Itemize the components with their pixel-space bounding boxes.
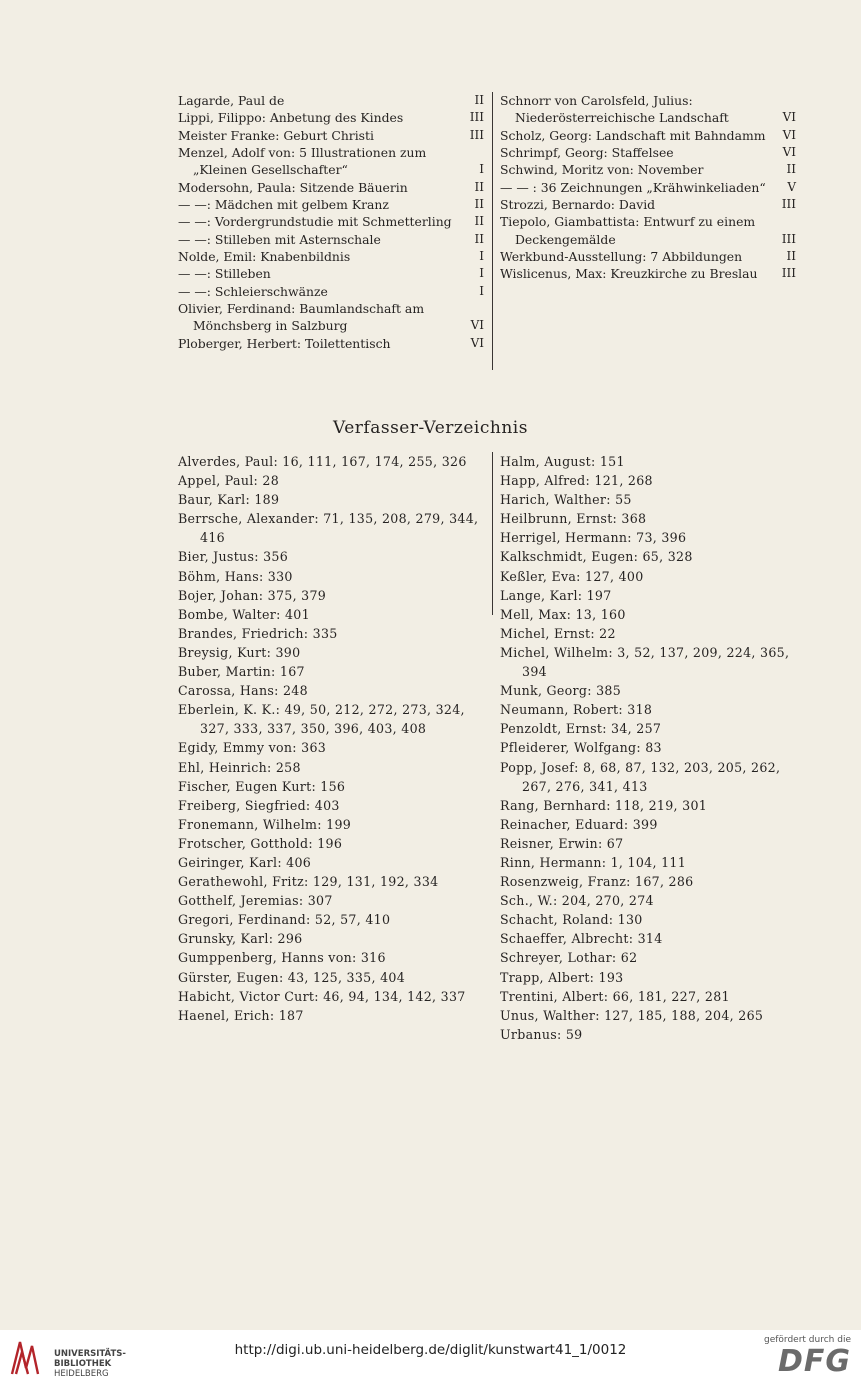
artwork-entry-volume: II [474, 93, 484, 107]
author-entry [500, 624, 798, 643]
author-entry-text: Gotthelf, Jeremias: 307 [178, 893, 333, 909]
page-url-link[interactable]: http://digi.ub.uni-heidelberg.de/diglit/kunstwart41_1/0012 [234, 1342, 627, 1358]
artwork-entry-title: — —: Mädchen mit gelbem Kranz [178, 197, 389, 213]
author-entry-text: Rinn, Hermann: 1, 104, 111 [500, 854, 687, 870]
artwork-entry [178, 231, 486, 248]
author-entry [500, 528, 798, 547]
author-entry-text: Neumann, Robert: 318 [500, 702, 653, 718]
funded-by-text: gefördert durch die [764, 1335, 851, 1345]
author-entry [500, 929, 798, 948]
author-entry [178, 929, 486, 948]
author-entry-text: Schaeffer, Albrecht: 314 [500, 931, 663, 947]
artwork-index-right-column [500, 92, 798, 283]
author-entry [500, 738, 798, 757]
author-entry-text: Munk, Georg: 385 [500, 683, 622, 699]
artwork-entry-volume: VI [782, 110, 796, 125]
author-entry-text: Gerathewohl, Fritz: 129, 131, 192, 334 [178, 874, 439, 890]
artwork-index-left-column [178, 92, 486, 352]
author-entry-text: Halm, August: 151 [500, 454, 625, 469]
artwork-entry-volume: III [781, 266, 796, 281]
column-divider-top [492, 92, 493, 370]
author-entry [500, 567, 798, 586]
author-entry [178, 948, 486, 967]
author-entry [178, 872, 486, 891]
artwork-entry-title: Lippi, Filippo: Anbetung des Kindes [178, 110, 404, 126]
author-entry [500, 586, 798, 605]
authors-index-left-column [178, 452, 486, 1025]
author-entry-text: Heilbrunn, Ernst: 368 [500, 511, 647, 527]
artwork-entry [500, 248, 798, 265]
artwork-entry-volume: VI [782, 127, 796, 142]
author-entry [178, 834, 486, 853]
artwork-entry-volume: II [474, 179, 484, 194]
author-entry-text: Trentini, Albert: 66, 181, 227, 281 [500, 988, 730, 1004]
artwork-entry-title: Nolde, Emil: Knabenbildnis [178, 249, 351, 265]
author-entry-text: Bier, Justus: 356 [178, 549, 289, 565]
author-entry [500, 834, 798, 853]
author-entry-text: Freiberg, Siegfried: 403 [178, 797, 340, 813]
author-entry [178, 567, 486, 586]
column-divider-bottom [492, 452, 493, 615]
artwork-entry-title: Werkbund-Ausstellung: 7 Abbildungen [500, 249, 743, 265]
author-entry-text: Michel, Wilhelm: 3, 52, 137, 209, 224, 365, 394 [500, 644, 790, 680]
artwork-entry [500, 144, 798, 161]
author-entry-text: Bojer, Johan: 375, 379 [178, 587, 327, 603]
author-entry-text: Bombe, Walter: 401 [178, 606, 310, 622]
author-entry-text: Michel, Ernst: 22 [500, 625, 616, 641]
artwork-entry-title: — —: Schleierschwänze [178, 283, 328, 299]
artwork-entry [500, 161, 798, 178]
author-entry-text: Böhm, Hans: 330 [178, 568, 293, 584]
author-entry [178, 758, 486, 777]
author-entry-text: Eberlein, K. K.: 49, 50, 212, 272, 273, 324, 327, 333, 337, 350, 396, 403, 408 [178, 702, 465, 737]
authors-index-heading: Verfasser-Verzeichnis [333, 418, 528, 438]
artwork-entry [178, 109, 486, 126]
author-entry-text: Grunsky, Karl: 296 [178, 931, 303, 947]
author-entry [500, 547, 798, 566]
dfg-funding-logo[interactable] [755, 1335, 851, 1387]
artwork-entry [178, 92, 486, 109]
author-entry [178, 796, 486, 815]
author-entry [500, 872, 798, 891]
artwork-entry [178, 144, 486, 179]
author-entry-text: Geiringer, Karl: 406 [178, 854, 312, 870]
author-entry [178, 700, 486, 738]
author-entry [178, 509, 486, 547]
author-entry-text: Keßler, Eva: 127, 400 [500, 568, 644, 584]
author-entry [500, 452, 798, 471]
author-entry [500, 891, 798, 910]
author-entry [500, 490, 798, 509]
author-entry [178, 681, 486, 700]
author-entry-text: Happ, Alfred: 121, 268 [500, 473, 653, 489]
artwork-entry-title: Menzel, Adolf von: 5 Illustrationen zum „Kleinen Gesellschafter“ [178, 145, 427, 178]
artwork-entry [178, 213, 486, 230]
author-entry [500, 471, 798, 490]
author-entry [178, 777, 486, 796]
author-entry-text: Appel, Paul: 28 [178, 473, 280, 489]
author-entry [178, 605, 486, 624]
author-entry [500, 1006, 798, 1025]
artwork-entry-title: Ploberger, Herbert: Toilettentisch [178, 335, 391, 351]
artwork-entry [500, 196, 798, 213]
author-entry-text: Herrigel, Hermann: 73, 396 [500, 530, 687, 546]
author-entry-text: Gregori, Ferdinand: 52, 57, 410 [178, 912, 391, 928]
artwork-entry-volume: II [474, 231, 484, 246]
artwork-entry [500, 213, 798, 248]
artwork-entry-title: Olivier, Ferdinand: Baumlandschaft am Mönchsberg in Salzburg [178, 301, 425, 334]
author-entry-text: Rosenzweig, Franz: 167, 286 [500, 874, 694, 890]
author-entry [178, 910, 486, 929]
artwork-entry-volume: VI [470, 335, 484, 350]
author-entry-text: Penzoldt, Ernst: 34, 257 [500, 721, 662, 737]
author-entry-text: Reisner, Erwin: 67 [500, 835, 624, 851]
author-entry-text: Fronemann, Wilhelm: 199 [178, 816, 352, 832]
artwork-entry-volume: III [469, 127, 484, 142]
artwork-entry [500, 265, 798, 282]
artwork-entry-volume: I [479, 266, 484, 281]
library-line-2: BIBLIOTHEK [54, 1359, 112, 1369]
artwork-entry-title: — — : 36 Zeichnungen „Krähwinkeliaden“ [500, 179, 766, 195]
author-entry-text: Trapp, Albert: 193 [500, 969, 624, 985]
artwork-entry-title: Schrimpf, Georg: Staffelsee [500, 145, 674, 161]
artwork-entry [178, 127, 486, 144]
artwork-entry-title: Schnorr von Carolsfeld, Julius: Niederösterreichische Landschaft [500, 93, 729, 126]
author-entry-text: Gürster, Eugen: 43, 125, 335, 404 [178, 969, 406, 985]
artwork-entry-volume: I [479, 162, 484, 177]
author-entry [178, 738, 486, 757]
author-entry-text: Carossa, Hans: 248 [178, 683, 308, 699]
author-entry [178, 471, 486, 490]
author-entry [178, 815, 486, 834]
author-entry-text: Harich, Walther: 55 [500, 492, 632, 508]
authors-index-right-column [500, 452, 798, 1044]
artwork-entry-title: Modersohn, Paula: Sitzende Bäuerin [178, 179, 408, 195]
author-entry [178, 853, 486, 872]
author-entry-text: Brandes, Friedrich: 335 [178, 625, 338, 641]
author-entry [178, 891, 486, 910]
artwork-entry-volume: II [474, 197, 484, 212]
artwork-entry-volume: II [474, 214, 484, 229]
author-entry [500, 987, 798, 1006]
artwork-entry [178, 335, 486, 352]
author-entry [500, 853, 798, 872]
author-entry [178, 586, 486, 605]
artwork-entry [500, 179, 798, 196]
author-entry [500, 605, 798, 624]
artwork-entry [178, 300, 486, 335]
author-entry [178, 643, 486, 662]
author-entry-text: Frotscher, Gotthold: 196 [178, 835, 343, 851]
artwork-entry [500, 127, 798, 144]
author-entry-text: Sch., W.: 204, 270, 274 [500, 893, 654, 909]
artwork-entry [500, 92, 798, 127]
artwork-entry-title: Meister Franke: Geburt Christi [178, 127, 374, 143]
artwork-entry [178, 196, 486, 213]
author-entry-text: Schacht, Roland: 130 [500, 912, 643, 928]
artwork-entry-volume: II [786, 249, 796, 264]
author-entry-text: Alverdes, Paul: 16, 111, 167, 174, 255, 326 [178, 454, 467, 469]
author-entry-text: Unus, Walther: 127, 185, 188, 204, 265 [500, 1007, 764, 1023]
author-entry-text: Breysig, Kurt: 390 [178, 644, 301, 660]
author-entry-text: Habicht, Victor Curt: 46, 94, 134, 142, 337 [178, 988, 466, 1004]
author-entry [500, 815, 798, 834]
artwork-entry-volume: VI [782, 145, 796, 160]
author-entry-text: Haenel, Erich: 187 [178, 1007, 304, 1023]
artwork-entry-title: Scholz, Georg: Landschaft mit Bahndamm [500, 127, 766, 143]
author-entry [500, 796, 798, 815]
author-entry [178, 662, 486, 681]
author-entry [500, 681, 798, 700]
artwork-entry [178, 248, 486, 265]
author-entry [500, 948, 798, 967]
author-entry-text: Lange, Karl: 197 [500, 587, 612, 603]
author-entry-text: Fischer, Eugen Kurt: 156 [178, 778, 346, 794]
author-entry-text: Ehl, Heinrich: 258 [178, 759, 301, 775]
author-entry [178, 547, 486, 566]
author-entry [178, 624, 486, 643]
author-entry-text: Schreyer, Lothar: 62 [500, 950, 638, 966]
author-entry [178, 452, 486, 471]
artwork-entry-title: — —: Vordergrundstudie mit Schmetterling [178, 214, 452, 230]
author-entry [500, 700, 798, 719]
dfg-logo-icon: DFG [777, 1344, 851, 1379]
author-entry [500, 758, 798, 796]
author-entry-text: Popp, Josef: 8, 68, 87, 132, 203, 205, 262, 267, 276, 341, 413 [500, 759, 781, 794]
author-entry [500, 1025, 798, 1044]
author-entry [178, 968, 486, 987]
artwork-entry-volume: VI [470, 318, 484, 333]
author-entry [178, 490, 486, 509]
author-entry-text: Gumppenberg, Hanns von: 316 [178, 950, 386, 966]
author-entry-text: Berrsche, Alexander: 71, 135, 208, 279, 344, 416 [178, 511, 479, 546]
artwork-entry-volume: III [469, 110, 484, 125]
artwork-entry-title: Strozzi, Bernardo: David [500, 197, 656, 213]
author-entry-text: Baur, Karl: 189 [178, 492, 280, 508]
author-entry-text: Mell, Max: 13, 160 [500, 606, 626, 622]
artwork-entry-volume: V [787, 179, 796, 194]
author-entry [500, 509, 798, 528]
author-entry-text: Reinacher, Eduard: 399 [500, 816, 658, 832]
artwork-entry-volume: II [786, 162, 796, 177]
artwork-entry-title: — —: Stilleben mit Asternschale [178, 231, 381, 247]
author-entry-text: Buber, Martin: 167 [178, 664, 305, 680]
author-entry [178, 1006, 486, 1025]
author-entry-text: Pfleiderer, Wolfgang: 83 [500, 740, 662, 756]
author-entry [500, 910, 798, 929]
author-entry-text: Egidy, Emmy von: 363 [178, 740, 327, 756]
author-entry [500, 643, 798, 681]
author-entry [500, 719, 798, 738]
library-line-3: HEIDELBERG [54, 1369, 109, 1379]
artwork-entry [178, 283, 486, 300]
artwork-entry-title: Lagarde, Paul de [178, 93, 285, 108]
viewer-footer [0, 1330, 861, 1392]
artwork-entry-title: — —: Stilleben [178, 266, 271, 282]
artwork-entry-volume: I [479, 249, 484, 264]
artwork-entry-volume: III [781, 231, 796, 246]
library-line-1: UNIVERSITÄTS- [54, 1349, 126, 1359]
artwork-entry-title: Tiepolo, Giambattista: Entwurf zu einem Deckengemälde [500, 214, 756, 247]
author-entry-text: Rang, Bernhard: 118, 219, 301 [500, 797, 708, 813]
artwork-entry [178, 179, 486, 196]
artwork-entry [178, 265, 486, 282]
author-entry [178, 987, 486, 1006]
artwork-entry-title: Wislicenus, Max: Kreuzkirche zu Breslau [500, 266, 758, 282]
author-entry-text: Urbanus: 59 [500, 1026, 583, 1042]
artwork-entry-volume: I [479, 283, 484, 298]
author-entry-text: Kalkschmidt, Eugen: 65, 328 [500, 549, 693, 565]
author-entry [500, 968, 798, 987]
artwork-entry-title: Schwind, Moritz von: November [500, 162, 704, 178]
artwork-entry-volume: III [781, 197, 796, 212]
